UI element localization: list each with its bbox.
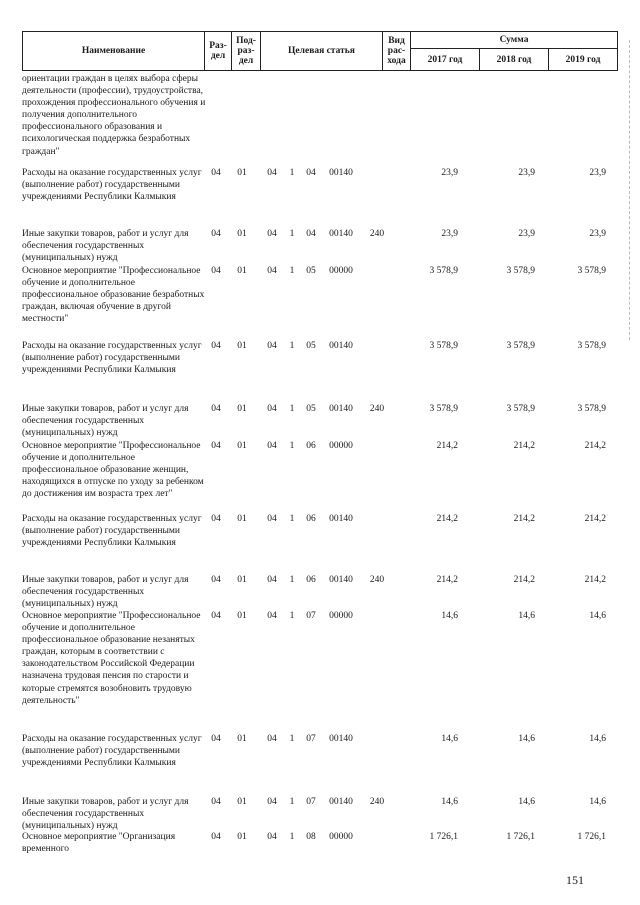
row-sum-2017: 3 578,9 — [429, 341, 458, 351]
row-cs-program: 04 — [267, 266, 277, 276]
row-sum-2017: 214,2 — [436, 575, 458, 585]
row-cs-subprogram: 1 — [289, 168, 295, 178]
row-name: Основное мероприятие "Профессиональное обучение и дополнительное профессиональное образование женщин, находящихся в отпуске по уходу за ребенком до достижения им возраста трех лет" — [22, 441, 204, 500]
row-cs-subprogram: 1 — [289, 734, 295, 744]
row-sum-2018: 23,9 — [518, 168, 535, 178]
row-cs-subprogram: 1 — [289, 229, 295, 239]
row-razdel: 04 — [211, 229, 221, 239]
row-cs-event: 04 — [306, 168, 316, 178]
row-razdel: 04 — [211, 832, 221, 842]
row-razdel: 04 — [211, 611, 221, 621]
row-cs-program: 04 — [267, 734, 277, 744]
row-vid-rashoda: 240 — [369, 404, 385, 414]
row-sum-2019: 3 578,9 — [577, 341, 606, 351]
table-header — [22, 31, 618, 71]
row-cs-direction: 00140 — [329, 404, 353, 414]
row-cs-subprogram: 1 — [289, 441, 295, 451]
row-vid-rashoda: 240 — [369, 797, 385, 807]
row-cs-program: 04 — [267, 168, 277, 178]
row-sum-2019: 14,6 — [589, 797, 606, 807]
row-cs-direction: 00000 — [329, 832, 353, 842]
row-podrazdel: 01 — [237, 734, 247, 744]
scan-edge-divider — [629, 40, 631, 340]
row-cs-direction: 00000 — [329, 266, 353, 276]
row-sum-2019: 214,2 — [584, 514, 606, 524]
row-sum-2018: 23,9 — [518, 229, 535, 239]
row-podrazdel: 01 — [237, 168, 247, 178]
row-sum-2017: 1 726,1 — [429, 832, 458, 842]
row-name: Иные закупки товаров, работ и услуг для обеспечения государственных (муниципальных) нужд — [22, 229, 189, 264]
row-cs-event: 07 — [306, 611, 316, 621]
row-cs-subprogram: 1 — [289, 266, 295, 276]
row-name: Расходы на оказание государственных услуг (выполнение работ) государственными учреждениями Республики Калмыкия — [22, 734, 202, 769]
row-podrazdel: 01 — [237, 611, 247, 621]
row-sum-2017: 14,6 — [441, 797, 458, 807]
row-sum-2019: 23,9 — [589, 229, 606, 239]
row-sum-2019: 214,2 — [584, 441, 606, 451]
row-cs-direction: 00140 — [329, 575, 353, 585]
row-cs-program: 04 — [267, 832, 277, 842]
row-cs-event: 04 — [306, 229, 316, 239]
row-cs-program: 04 — [267, 229, 277, 239]
row-cs-program: 04 — [267, 611, 277, 621]
row-name: Расходы на оказание государственных услуг (выполнение работ) государственными учреждениями Республики Калмыкия — [22, 514, 202, 549]
row-podrazdel: 01 — [237, 797, 247, 807]
header-podrazdel: Под- раз- дел — [232, 32, 261, 71]
header-name: Наименование — [23, 32, 205, 71]
row-razdel: 04 — [211, 514, 221, 524]
header-year-2019: 2019 год — [549, 49, 618, 71]
row-podrazdel: 01 — [237, 441, 247, 451]
row-razdel: 04 — [211, 341, 221, 351]
row-cs-subprogram: 1 — [289, 404, 295, 414]
row-name: Основное мероприятие "Организация временного — [22, 832, 176, 855]
header-year-2017: 2017 год — [411, 49, 480, 71]
header-year-2018: 2018 год — [480, 49, 549, 71]
row-sum-2017: 23,9 — [441, 229, 458, 239]
row-sum-2018: 3 578,9 — [506, 404, 535, 414]
row-cs-subprogram: 1 — [289, 341, 295, 351]
row-cs-subprogram: 1 — [289, 832, 295, 842]
row-cs-program: 04 — [267, 797, 277, 807]
row-cs-direction: 00000 — [329, 611, 353, 621]
row-sum-2018: 214,2 — [513, 441, 535, 451]
row-sum-2018: 3 578,9 — [506, 266, 535, 276]
row-cs-event: 08 — [306, 832, 316, 842]
row-sum-2018: 14,6 — [518, 611, 535, 621]
row-podrazdel: 01 — [237, 404, 247, 414]
row-razdel: 04 — [211, 266, 221, 276]
page-number: 151 — [566, 873, 584, 887]
row-sum-2019: 214,2 — [584, 575, 606, 585]
row-cs-event: 07 — [306, 734, 316, 744]
row-razdel: 04 — [211, 734, 221, 744]
row-podrazdel: 01 — [237, 341, 247, 351]
row-podrazdel: 01 — [237, 575, 247, 585]
row-name: Иные закупки товаров, работ и услуг для обеспечения государственных (муниципальных) нужд — [22, 575, 189, 610]
row-sum-2019: 3 578,9 — [577, 266, 606, 276]
row-cs-direction: 00000 — [329, 441, 353, 451]
row-sum-2017: 3 578,9 — [429, 266, 458, 276]
row-razdel: 04 — [211, 404, 221, 414]
row-name: Основное мероприятие "Профессиональное обучение и дополнительное профессиональное образование незанятых граждан, которым в соответствии с законодательством Российской Федерации назначена трудовая пенсия по старости и которые стремятся возобновить трудовую деятельность" — [22, 611, 201, 706]
row-cs-direction: 00140 — [329, 514, 353, 524]
row-sum-2017: 23,9 — [441, 168, 458, 178]
row-cs-direction: 00140 — [329, 168, 353, 178]
row-cs-program: 04 — [267, 575, 277, 585]
row-sum-2018: 214,2 — [513, 514, 535, 524]
row-cs-direction: 00140 — [329, 797, 353, 807]
row-cs-direction: 00140 — [329, 229, 353, 239]
row-name: Основное мероприятие "Профессиональное обучение и дополнительное профессиональное образование безработных граждан, включая обучение в другой местности" — [22, 266, 205, 325]
row-sum-2019: 1 726,1 — [577, 832, 606, 842]
header-razdel: Раз- дел — [205, 32, 232, 71]
row-podrazdel: 01 — [237, 266, 247, 276]
row-cs-event: 05 — [306, 404, 316, 414]
row-cs-subprogram: 1 — [289, 514, 295, 524]
row-cs-program: 04 — [267, 404, 277, 414]
row-sum-2019: 14,6 — [589, 611, 606, 621]
row-cs-subprogram: 1 — [289, 797, 295, 807]
row-sum-2018: 14,6 — [518, 734, 535, 744]
row-name: Расходы на оказание государственных услуг (выполнение работ) государственными учреждениями Республики Калмыкия — [22, 168, 202, 203]
row-cs-event: 05 — [306, 341, 316, 351]
header-vid-rashoda: Вид рас- хода — [383, 32, 411, 71]
row-razdel: 04 — [211, 575, 221, 585]
header-summa: Сумма — [411, 32, 618, 49]
row-cs-subprogram: 1 — [289, 575, 295, 585]
row-cs-event: 07 — [306, 797, 316, 807]
row-sum-2017: 14,6 — [441, 734, 458, 744]
row-name: Иные закупки товаров, работ и услуг для обеспечения государственных (муниципальных) нужд — [22, 797, 189, 832]
row-sum-2017: 214,2 — [436, 441, 458, 451]
header-celevaya-statya: Целевая статья — [261, 32, 383, 71]
row-sum-2019: 3 578,9 — [577, 404, 606, 414]
row-razdel: 04 — [211, 168, 221, 178]
row-cs-event: 06 — [306, 575, 316, 585]
row-podrazdel: 01 — [237, 832, 247, 842]
row-cs-event: 06 — [306, 441, 316, 451]
row-sum-2019: 14,6 — [589, 734, 606, 744]
row-podrazdel: 01 — [237, 229, 247, 239]
row-sum-2017: 3 578,9 — [429, 404, 458, 414]
row-razdel: 04 — [211, 797, 221, 807]
row-cs-direction: 00140 — [329, 341, 353, 351]
row-sum-2017: 14,6 — [441, 611, 458, 621]
row-cs-subprogram: 1 — [289, 611, 295, 621]
row-cs-program: 04 — [267, 341, 277, 351]
row-sum-2018: 3 578,9 — [506, 341, 535, 351]
row-sum-2018: 14,6 — [518, 797, 535, 807]
row-sum-2017: 214,2 — [436, 514, 458, 524]
row-name: Иные закупки товаров, работ и услуг для обеспечения государственных (муниципальных) нужд — [22, 404, 189, 439]
row-vid-rashoda: 240 — [369, 575, 385, 585]
row-vid-rashoda: 240 — [369, 229, 385, 239]
row-podrazdel: 01 — [237, 514, 247, 524]
row-razdel: 04 — [211, 441, 221, 451]
row-cs-direction: 00140 — [329, 734, 353, 744]
row-cs-program: 04 — [267, 514, 277, 524]
row-sum-2019: 23,9 — [589, 168, 606, 178]
row-cs-event: 06 — [306, 514, 316, 524]
row-sum-2018: 1 726,1 — [506, 832, 535, 842]
row-sum-2018: 214,2 — [513, 575, 535, 585]
row-cs-program: 04 — [267, 441, 277, 451]
row-name: ориентации граждан в целях выбора сферы деятельности (профессии), трудоустройства, прохождения профессионального обучения и получения дополнительного профессионального образования и психологическая поддержка безработных граждан" — [22, 74, 206, 157]
row-name: Расходы на оказание государственных услуг (выполнение работ) государственными учреждениями Республики Калмыкия — [22, 341, 202, 376]
row-cs-event: 05 — [306, 266, 316, 276]
